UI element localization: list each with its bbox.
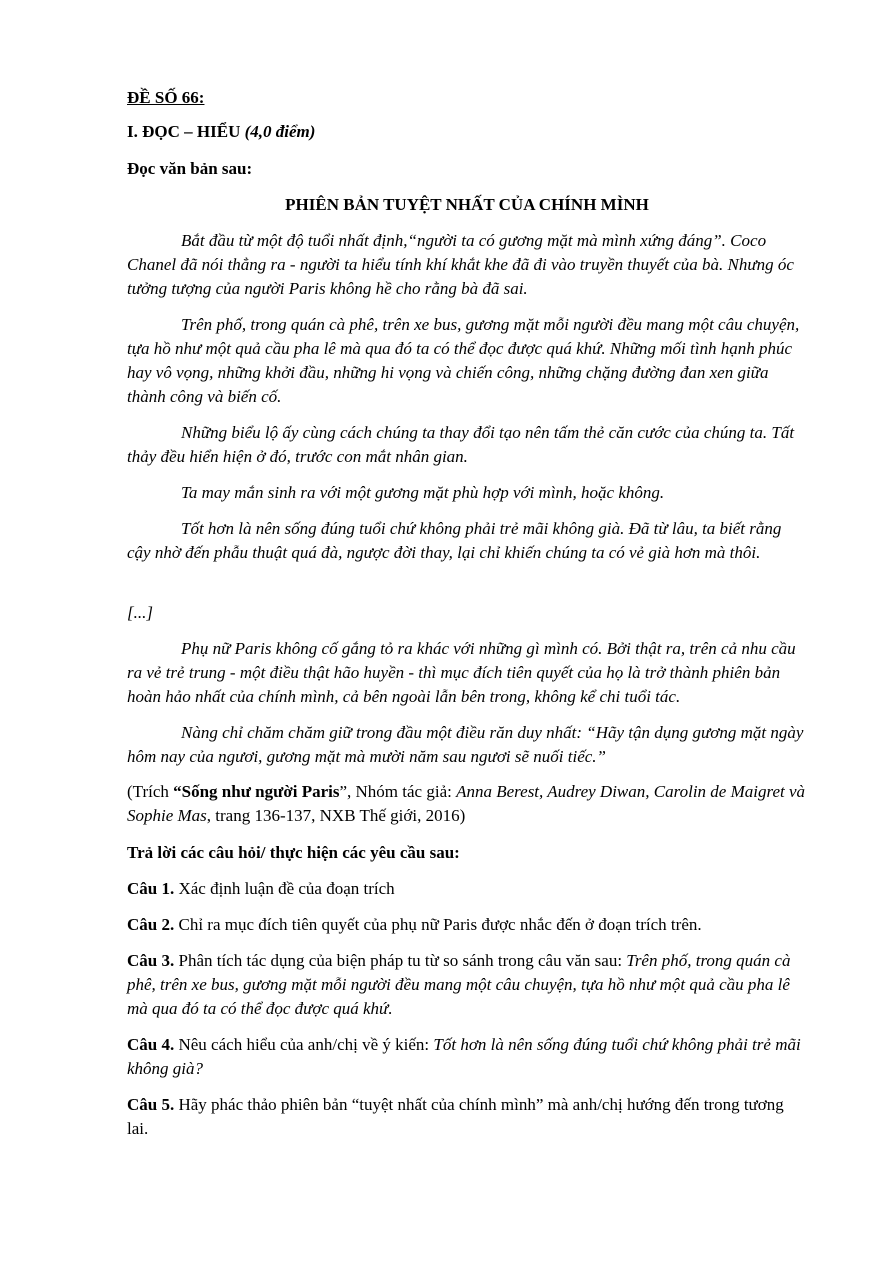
section-heading (127, 120, 807, 144)
question-quote: Tốt hơn là nên sống đúng tuổi chứ không phải trẻ mãi không già? (127, 1035, 801, 1078)
reading-instruction: Đọc văn bản sau: (127, 159, 253, 178)
passage-paragraph: Phụ nữ Paris không cố gắng tỏ ra khác với những gì mình có. Bởi thật ra, trên cả nhu cầu ra vẻ trẻ trung - một điều thật hão huyền - thì mục đích tiên quyết của họ là trở thành phiên bản hoàn hảo nhất của chính mình, cả bên ngoài lẫn bên trong, không kể chi tuổi tác. (127, 639, 796, 706)
question-label: Câu 5. (127, 1095, 175, 1114)
exam-number: ĐỀ SỐ 66: (127, 88, 205, 107)
question-text: Xác định luận đề của đoạn trích (174, 879, 395, 898)
citation-open: (Trích (127, 782, 174, 801)
question-1 (127, 877, 807, 901)
question-4 (127, 1033, 807, 1081)
passage-ellipsis: [...] (127, 603, 153, 622)
passage-title: PHIÊN BẢN TUYỆT NHẤT CỦA CHÍNH MÌNH (285, 195, 649, 214)
question-label: Câu 1. (127, 879, 175, 898)
question-2 (127, 913, 807, 937)
citation-book: “Sống như người Paris (173, 782, 340, 801)
passage-paragraph: Bắt đầu từ một độ tuổi nhất định,“người ta có gương mặt mà mình xứng đáng”. Coco Chanel đã nói thẳng ra - người ta hiểu tính khí khắt khe đã đi vào truyền thuyết của bà. Nhưng óc tưởng tượng của người Paris không hề cho rằng bà đã sai. (127, 231, 794, 298)
question-3 (127, 949, 807, 1021)
question-quote: Trên phố, trong quán cà phê, trên xe bus, gương mặt mỗi người đều mang một câu chuyện, tựa hồ như một quả cầu pha lê mà qua đó ta có thể đọc được quá khứ. (127, 951, 791, 1018)
citation-rest: , trang 136-137, NXB Thế giới, 2016) (206, 806, 466, 825)
citation-authors: Anna Berest, Audrey Diwan, Carolin de Maigret và Sophie Mas (127, 782, 806, 825)
question-label: Câu 3. (127, 951, 175, 970)
question-text: Nêu cách hiểu của anh/chị về ý kiến: (174, 1035, 434, 1054)
question-label: Câu 2. (127, 915, 175, 934)
passage-paragraph: Những biểu lộ ấy cùng cách chúng ta thay đổi tạo nên tấm thẻ căn cước của chúng ta. Tất thảy đều hiển hiện ở đó, trước con mắt nhân gian. (127, 423, 795, 466)
questions-heading: Trả lời các câu hỏi/ thực hiện các yêu cầu sau: (127, 843, 460, 862)
passage-paragraph: Trên phố, trong quán cà phê, trên xe bus, gương mặt mỗi người đều mang một câu chuyện, tựa hồ như một quả cầu pha lê mà qua đó ta có thể đọc được quá khứ. Những mối tình hạnh phúc hay vô vọng, những khởi đầu, những hi vọng và chiến công, những chặng đường đan xen giữa thành công và biến cố. (127, 315, 800, 406)
question-text: Chỉ ra mục đích tiên quyết của phụ nữ Paris được nhắc đến ở đoạn trích trên. (174, 915, 702, 934)
section-label: I. ĐỌC – HIỂU (127, 122, 241, 141)
question-label: Câu 4. (127, 1035, 175, 1054)
passage-paragraph: Tốt hơn là nên sống đúng tuổi chứ không phải trẻ mãi không già. Đã từ lâu, ta biết rằng cậy nhờ đến phẫu thuật quá đà, ngược đời thay, lại chỉ khiến chúng ta có vẻ già hơn mà thôi. (127, 519, 782, 562)
passage-paragraph: Nàng chỉ chăm chăm giữ trong đầu một điều răn duy nhất: “Hãy tận dụng gương mặt ngày hôm nay của ngươi, gương mặt mà mười năm sau ngươi sẽ nuối tiếc.” (127, 723, 804, 766)
passage-paragraph: Ta may mắn sinh ra với một gương mặt phù hợp với mình, hoặc không. (181, 483, 665, 502)
question-text: Hãy phác thảo phiên bản “tuyệt nhất của chính mình” mà anh/chị hướng đến trong tương lai. (127, 1095, 784, 1138)
question-5 (127, 1093, 807, 1141)
section-points: (4,0 điểm) (244, 122, 316, 141)
question-text: Phân tích tác dụng của biện pháp tu từ so sánh trong câu văn sau: (174, 951, 627, 970)
source-citation (127, 780, 807, 828)
citation-mid: ”, Nhóm tác giả: (339, 782, 457, 801)
